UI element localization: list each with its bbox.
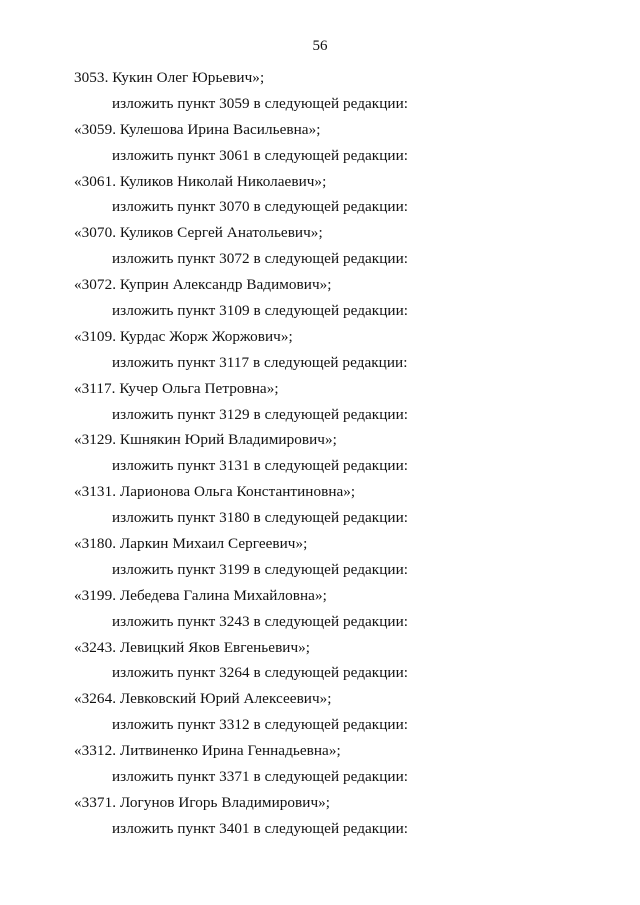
edit-instruction: изложить пункт 3199 в следующей редакции:	[112, 560, 409, 578]
list-entry: «3109. Курдас Жорж Жоржович»;	[74, 327, 293, 345]
edit-instruction: изложить пункт 3117 в следующей редакции:	[112, 353, 408, 371]
edit-instruction: изложить пункт 3180 в следующей редакции:	[112, 509, 409, 527]
list-entry: «3129. Кшнякин Юрий Владимирович»;	[74, 431, 337, 449]
edit-instruction: изложить пункт 3401 в следующей редакции:	[112, 819, 409, 837]
edit-instruction: изложить пункт 3061 в следующей редакции:	[112, 146, 409, 164]
list-entry: «3371. Логунов Игорь Владимирович»;	[74, 793, 331, 811]
list-entry: «3072. Куприн Александр Вадимович»;	[74, 276, 332, 294]
edit-instruction: изложить пункт 3072 в следующей редакции:	[112, 250, 409, 268]
list-entry: «3243. Левицкий Яков Евгеньевич»;	[74, 638, 311, 656]
list-entry: 3053. Кукин Олег Юрьевич»;	[74, 69, 265, 86]
edit-instruction: изложить пункт 3312 в следующей редакции:	[112, 716, 409, 734]
list-entry: «3199. Лебедева Галина Михайловна»;	[74, 586, 327, 604]
list-entry: «3131. Ларионова Ольга Константиновна»;	[74, 483, 356, 501]
list-entry: «3070. Куликов Сергей Анатольевич»;	[74, 224, 323, 242]
edit-instruction: изложить пункт 3059 в следующей редакции:	[112, 94, 409, 112]
document-body	[0, 69, 640, 846]
list-entry: «3312. Литвиненко Ирина Геннадьевна»;	[74, 742, 341, 760]
page-number: 56	[312, 38, 328, 54]
edit-instruction: изложить пункт 3264 в следующей редакции:	[112, 664, 409, 682]
edit-instruction: изложить пункт 3243 в следующей редакции:	[112, 612, 409, 630]
list-entry: «3061. Куликов Николай Николаевич»;	[74, 172, 327, 190]
edit-instruction: изложить пункт 3129 в следующей редакции:	[112, 405, 409, 423]
list-entry: «3180. Ларкин Михаил Сергеевич»;	[74, 535, 308, 553]
edit-instruction: изложить пункт 3109 в следующей редакции:	[112, 302, 409, 320]
edit-instruction: изложить пункт 3371 в следующей редакции:	[112, 768, 409, 786]
list-entry: «3264. Левковский Юрий Алексеевич»;	[74, 690, 332, 708]
edit-instruction: изложить пункт 3070 в следующей редакции:	[112, 198, 409, 216]
list-entry: «3117. Кучер Ольга Петровна»;	[74, 379, 279, 397]
list-entry: «3059. Кулешова Ирина Васильевна»;	[74, 120, 321, 138]
edit-instruction: изложить пункт 3131 в следующей редакции:	[112, 457, 409, 475]
